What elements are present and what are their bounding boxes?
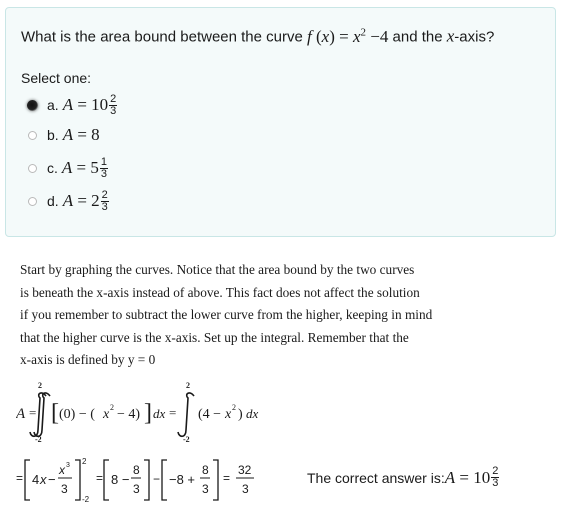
area-symbol: A [16, 406, 26, 422]
explanation-line: that the higher curve is the x-axis. Set up the integral. Remember that the [20, 329, 409, 345]
svg-text:-2: -2 [183, 435, 190, 444]
radio-button[interactable] [28, 131, 37, 140]
integral-evaluation [16, 452, 278, 506]
option-c-fraction: $\frac{1}{3}$ [100, 155, 107, 180]
explanation-line: if you remember to subtract the lower curve from the higher, keeping in mind [20, 307, 433, 322]
upper-limit: 2 [38, 381, 42, 390]
svg-text:3: 3 [133, 482, 140, 496]
svg-text:2: 2 [110, 403, 114, 412]
svg-text:=: = [223, 471, 231, 485]
option-d-fraction: $\frac{2}{3}$ [101, 188, 108, 213]
svg-text:32: 32 [238, 463, 252, 477]
svg-text:dx: dx [246, 406, 259, 421]
option-c[interactable]: c. A = 5 $\frac{1}{3}$ [28, 157, 108, 179]
radio-button[interactable] [28, 164, 37, 173]
svg-text:8 −: 8 − [111, 472, 130, 487]
svg-text:−: − [153, 472, 161, 486]
svg-text:8: 8 [133, 463, 140, 477]
svg-text:=: = [169, 405, 177, 420]
svg-text:3: 3 [61, 482, 68, 496]
radio-button-selected[interactable] [27, 100, 38, 111]
question-text: What is the area bound between the curve f $(x) = x^2 -4$ and the x-axis? [21, 26, 495, 46]
svg-text:=: = [16, 471, 24, 485]
integral-sign [178, 393, 194, 436]
answer-fraction: $\frac{2}{3}$ [492, 465, 499, 489]
explanation-text [20, 259, 540, 372]
lower-limit: -2 [35, 435, 42, 444]
svg-text:−: − [48, 472, 56, 487]
option-a-fraction: $\frac{2}{3}$ [110, 92, 117, 117]
svg-text:x: x [40, 472, 47, 487]
svg-text:[: [ [51, 400, 59, 426]
function-expression: f $(x) = x^2 -4$ [307, 26, 389, 46]
explanation-line: x-axis is defined by y = 0 [20, 352, 156, 367]
radio-button[interactable] [28, 197, 37, 206]
svg-text:−8 +: −8 + [169, 472, 196, 487]
option-b[interactable]: b. A = 8 [28, 124, 100, 146]
option-d[interactable]: d. A = 2 $\frac{2}{3}$ [28, 190, 109, 212]
integral-setup [16, 376, 288, 444]
svg-text:4: 4 [32, 472, 40, 487]
question-panel [5, 7, 556, 237]
svg-text:]: ] [144, 400, 152, 426]
correct-answer: The correct answer is: A = 10 $\frac{2}{3}$ [307, 465, 499, 489]
svg-text:): ) [238, 407, 243, 422]
svg-text:(0) − (: (0) − ( [59, 407, 95, 422]
svg-text:2: 2 [186, 381, 190, 390]
eval-lower-limit: -2 [82, 495, 90, 504]
svg-text:x: x [103, 407, 110, 422]
svg-text:(4 −: (4 − [198, 407, 222, 422]
svg-text:3: 3 [202, 482, 209, 496]
svg-text:=: = [96, 471, 104, 485]
svg-text:x: x [59, 463, 65, 477]
svg-text:x: x [225, 407, 232, 422]
explanation-line: is beneath the x-axis instead of above. This fact does not affect the solution [20, 284, 420, 300]
option-a[interactable]: a. A = 10 $\frac{2}{3}$ [28, 94, 117, 116]
svg-text:8: 8 [202, 463, 209, 477]
svg-text:3: 3 [242, 482, 249, 496]
select-one-label: Select one: [21, 70, 92, 86]
eval-upper-limit: 2 [82, 457, 87, 466]
svg-text:dx: dx [153, 406, 166, 421]
explanation-line: Start by graphing the curves. Notice that the area bound by the two curves [20, 262, 415, 277]
svg-text:3: 3 [66, 462, 70, 469]
svg-text:− 4): − 4) [117, 407, 141, 422]
svg-text:=: = [29, 405, 37, 420]
svg-text:2: 2 [232, 403, 236, 412]
